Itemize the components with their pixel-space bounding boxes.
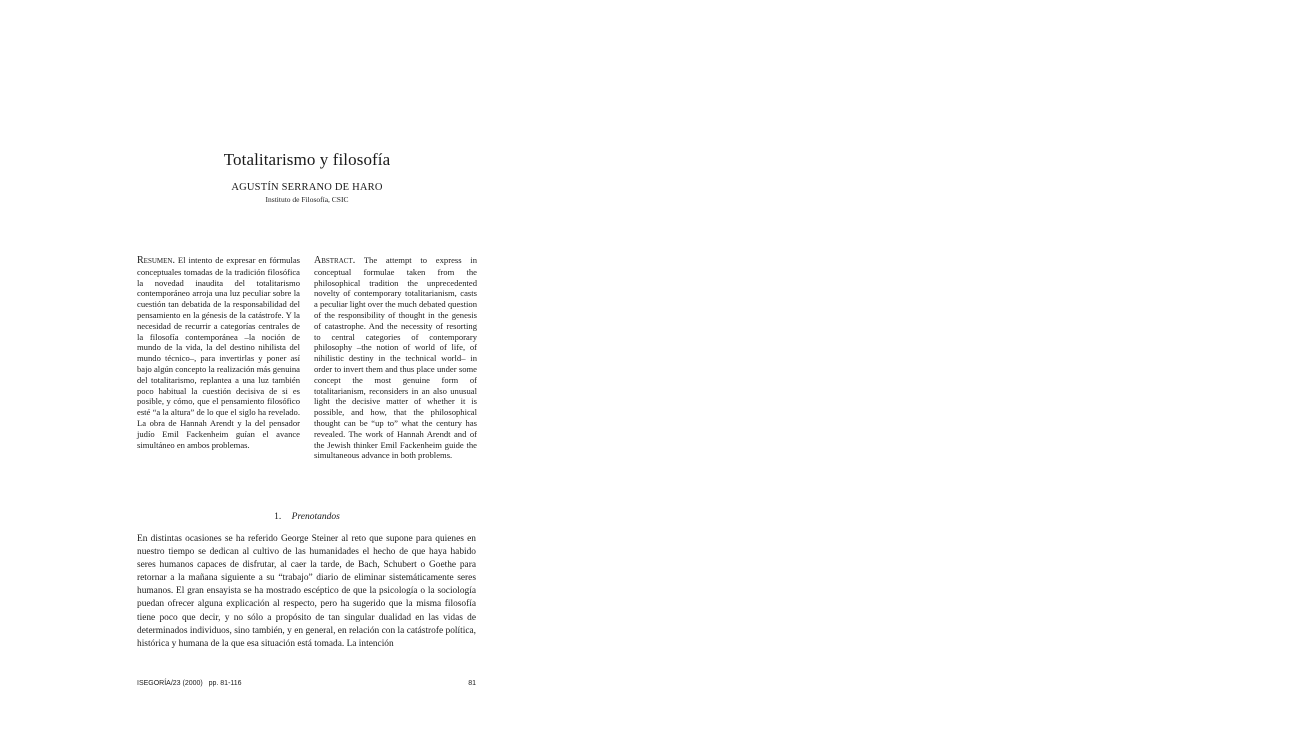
footer-pages: pp. 81-116 — [208, 680, 242, 687]
section-title: Prenotandos — [291, 512, 340, 522]
footer-citation — [137, 680, 242, 687]
abstract-spanish-text: El intento de expresar en fórmulas conceptuales tomadas de la tradición filosófica la novedad inaudita del totalitarismo contemporáneo arroja una luz peculiar sobre la cuestión tan debatida de la responsabilidad del pensamiento en la génesis de la catástrofe. Y la necesidad de recurrir a categorías centrales de la filosofía contemporánea –la noción de mundo de la vida, la del destino nihilista del mundo técnico–, para invertirlas y poner así bajo algún concepto la realización más genuina del totalitarismo, replantea a una luz también poco habitual la cuestión decisiva de si es posible, y cómo, que el pensamiento filosófico esté “a la altura” de lo que el siglo ha revelado. La obra de Hannah Arendt y la del pensador judío Emil Fackenheim guían el avance simultáneo en ambos problemas. — [137, 255, 300, 450]
author-affiliation: Instituto de Filosofía, CSIC — [265, 195, 349, 204]
abstract-english-label: Abstract. — [314, 255, 356, 266]
abstract-english-text: The attempt to express in conceptual formulae taken from the philosophical tradition the unprecedented novelty of contemporary totalitarianism, casts a peculiar light over the much debated question of the responsibility of thought in the genesis of catastrophe. And the necessity of resorting to central categories of contemporary philosophy –the notion of world of life, of nihilistic destiny in the technical world– in order to invert them and thus place under some concept the most genuine form of totalitarianism, reconsiders in an also unusual light the decisive matter of whether it is possible, and how, that the philosophical thought can be “up to” what the century has revealed. The work of Hannah Arendt and of the Jewish thinker Emil Fackenheim guide the simultaneous advance in both problems. — [314, 255, 477, 461]
section-heading — [137, 512, 477, 522]
abstract-spanish-label: Resumen. — [137, 255, 175, 266]
section-number: 1. — [274, 512, 282, 522]
abstract-spanish — [137, 255, 300, 450]
abstract-english — [314, 255, 477, 461]
footer-page-number: 81 — [468, 680, 476, 687]
footer-journal: ISEGORÍA/23 (2000) — [137, 680, 203, 687]
body-paragraph: En distintas ocasiones se ha referido George Steiner al reto que supone para quienes en nuestro tiempo se dedican al cultivo de las humanidades el hecho de que haya habido seres humanos capaces de disfrutar, al caer la tarde, de Bach, Schubert o Goethe para retornar a la mañana siguiente a su “trabajo” diario de eliminar sistemáticamente seres humanos. El gran ensayista se ha mostrado escéptico de que la psicología o la sociología puedan ofrecer alguna explicación al respecto, pero ha sugerido que la misma filosofía tiene poco que decir, y no sólo a propósito de tan singular dualidad en las vidas de determinados individuos, sino también, y en general, en relación con la catástrofe política, histórica y humana de la que esa situación está tomada. La intención — [137, 534, 476, 649]
article-author: AGUSTÍN SERRANO DE HARO — [231, 182, 383, 193]
article-title: Totalitarismo y filosofía — [223, 150, 391, 169]
